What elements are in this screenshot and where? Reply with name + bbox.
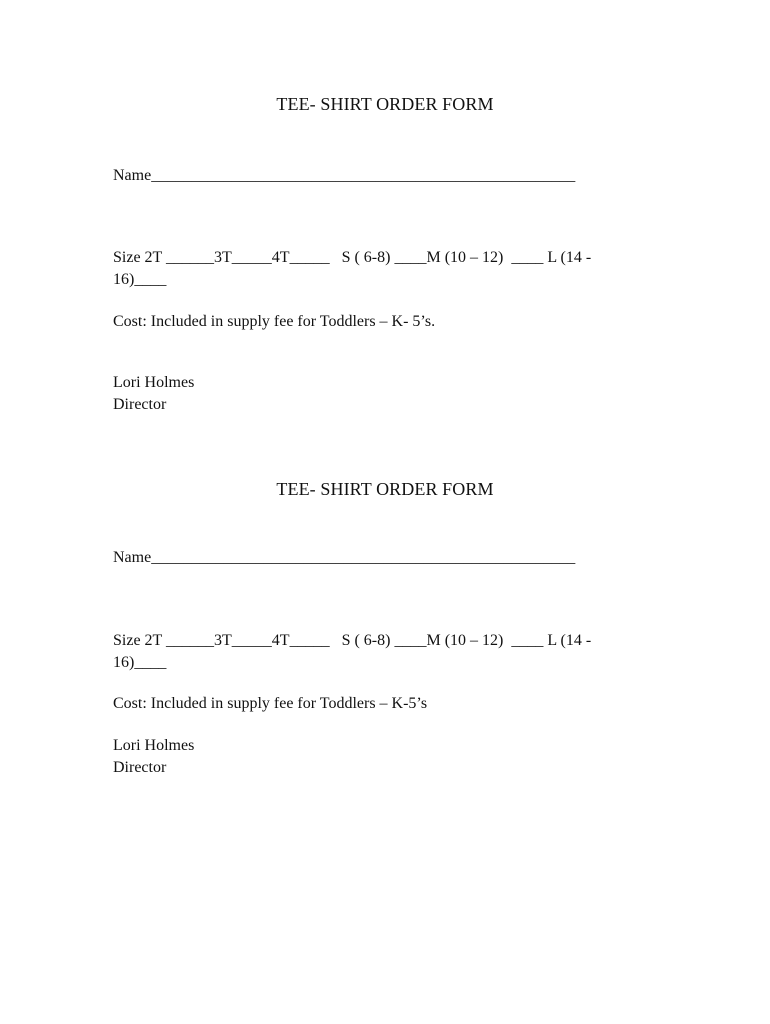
cost-statement: Cost: Included in supply fee for Toddlers – K-5’s	[113, 695, 428, 712]
signer-title: Director	[113, 759, 167, 776]
size-options-line: Size 2T ______3T_____4T_____ S ( 6-8) ____M (10 – 12) ____ L (14 -	[113, 632, 592, 649]
signer-name: Lori Holmes	[113, 374, 195, 391]
size-options-line: Size 2T ______3T_____4T_____ S ( 6-8) ____M (10 – 12) ____ L (14 -	[113, 249, 592, 266]
name-field-line: Name_____________________________________________________	[113, 167, 576, 184]
size-options-line-continued: 16)____	[113, 654, 167, 671]
name-field-line: Name_____________________________________________________	[113, 549, 576, 566]
cost-statement: Cost: Included in supply fee for Toddlers – K- 5’s.	[113, 313, 436, 330]
form-title: TEE- SHIRT ORDER FORM	[276, 479, 494, 499]
form-title: TEE- SHIRT ORDER FORM	[276, 94, 494, 114]
signer-title: Director	[113, 396, 167, 413]
size-options-line-continued: 16)____	[113, 271, 167, 288]
signer-name: Lori Holmes	[113, 737, 195, 754]
